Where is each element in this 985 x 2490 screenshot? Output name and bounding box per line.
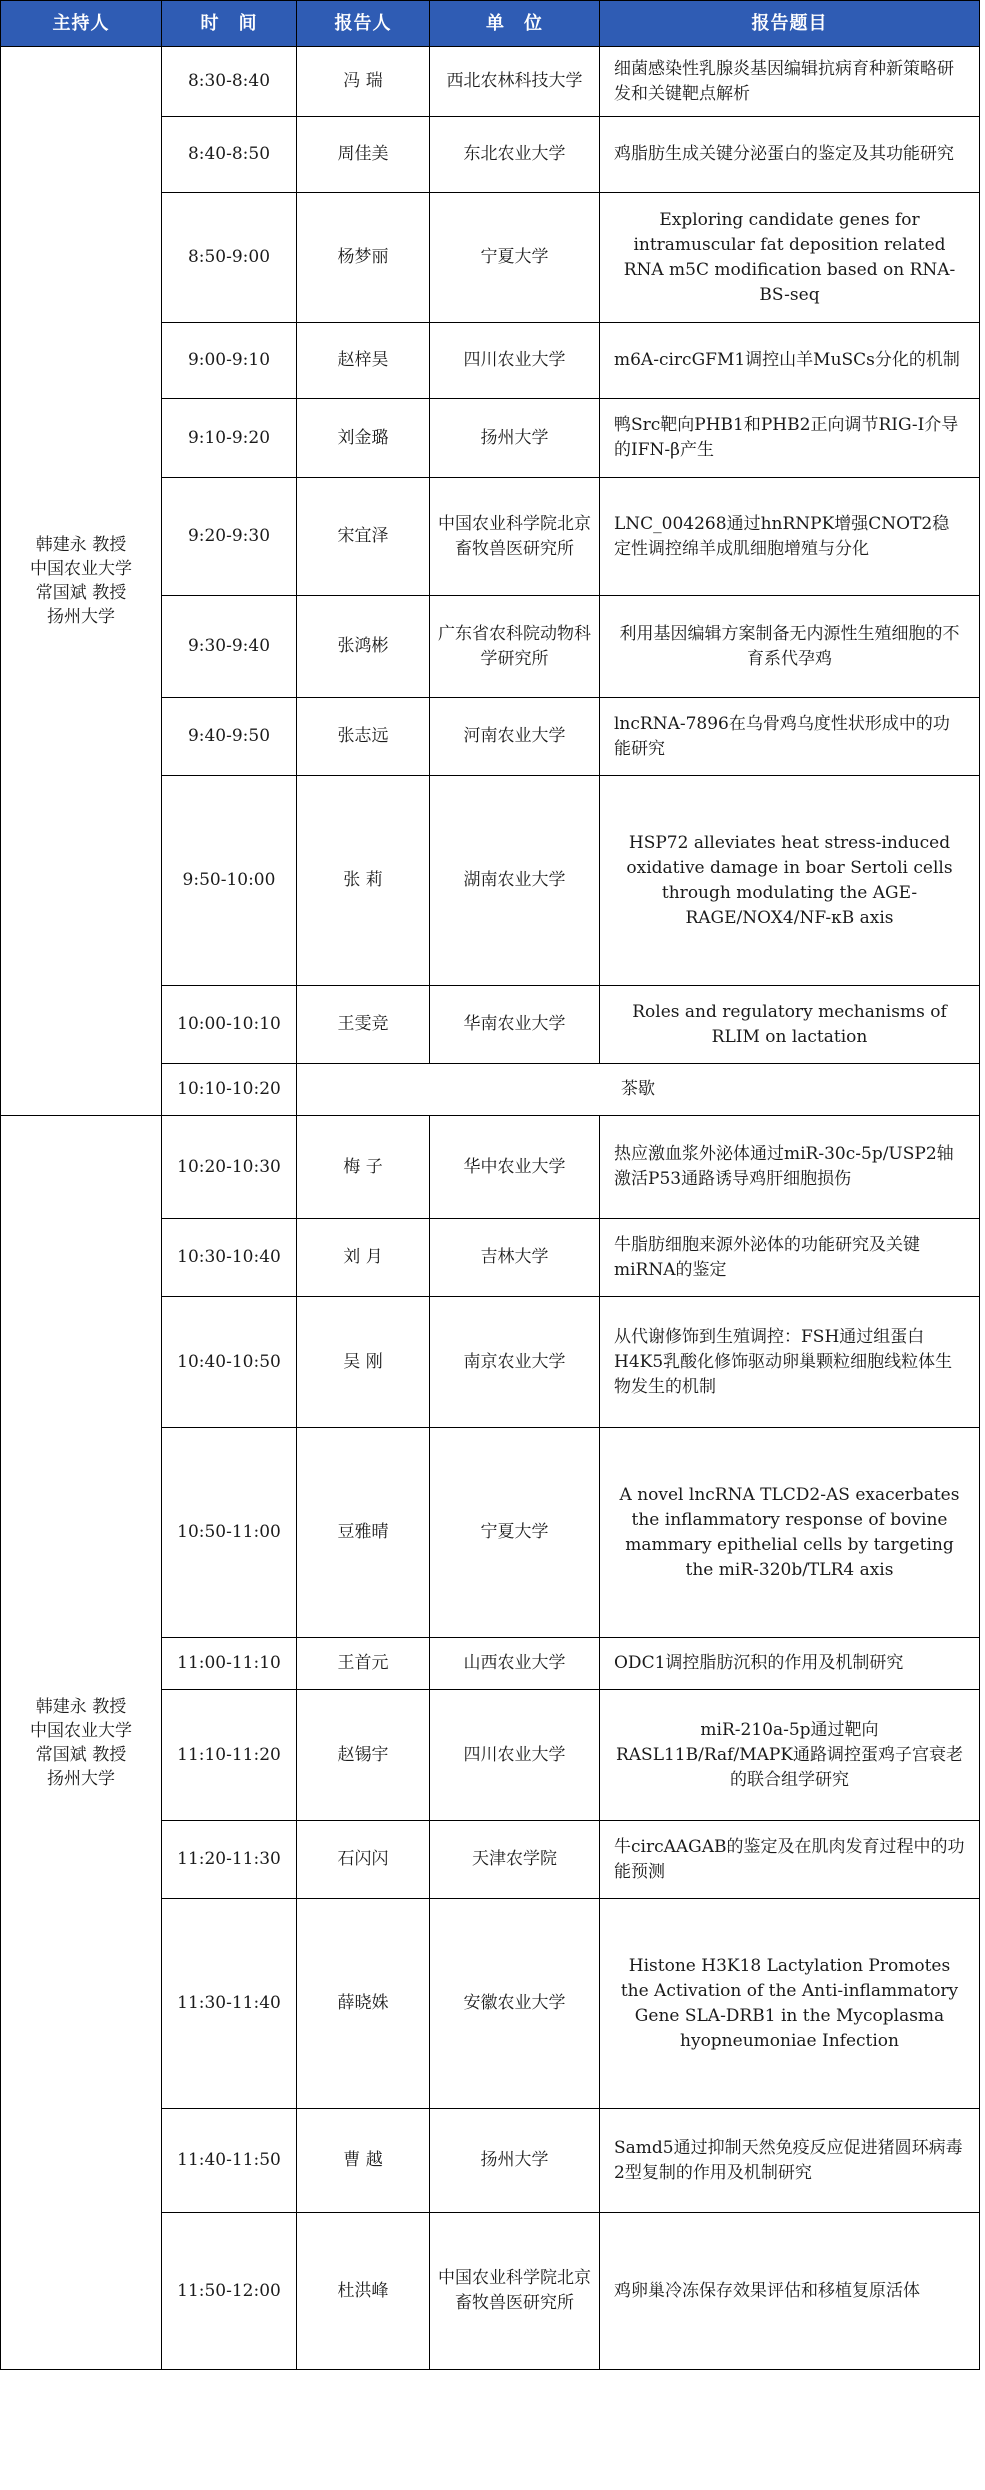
time-cell: 8:30-8:40 [162, 47, 297, 117]
header-host: 主持人 [1, 1, 162, 47]
time-cell: 10:00-10:10 [162, 986, 297, 1064]
speaker-cell: 曹 越 [297, 2109, 430, 2213]
unit-cell: 广东省农科院动物科学研究所 [430, 596, 600, 698]
topic-cell: ODC1调控脂肪沉积的作用及机制研究 [600, 1638, 980, 1690]
speaker-cell: 杜洪峰 [297, 2213, 430, 2370]
break-time: 10:10-10:20 [162, 1064, 297, 1116]
unit-cell: 宁夏大学 [430, 1428, 600, 1638]
header-time: 时 间 [162, 1, 297, 47]
time-cell: 10:30-10:40 [162, 1219, 297, 1297]
time-cell: 10:50-11:00 [162, 1428, 297, 1638]
topic-cell: 利用基因编辑方案制备无内源性生殖细胞的不育系代孕鸡 [600, 596, 980, 698]
header-speaker: 报告人 [297, 1, 430, 47]
host-name: 常国斌 教授 [35, 1744, 127, 1765]
table-row [1, 1116, 980, 1219]
speaker-cell: 杨梦丽 [297, 193, 430, 323]
time-cell: 11:50-12:00 [162, 2213, 297, 2370]
unit-cell: 四川农业大学 [430, 323, 600, 399]
speaker-cell: 王首元 [297, 1638, 430, 1690]
unit-cell: 中国农业科学院北京畜牧兽医研究所 [430, 2213, 600, 2370]
speaker-cell: 张鸿彬 [297, 596, 430, 698]
unit-cell: 扬州大学 [430, 2109, 600, 2213]
time-cell: 11:30-11:40 [162, 1899, 297, 2109]
topic-cell: m6A-circGFM1调控山羊MuSCs分化的机制 [600, 323, 980, 399]
time-cell: 8:40-8:50 [162, 117, 297, 193]
topic-cell: Roles and regulatory mechanisms of RLIM on lactation [600, 986, 980, 1064]
speaker-cell: 周佳美 [297, 117, 430, 193]
host-affiliation: 扬州大学 [47, 1768, 115, 1789]
topic-cell: 热应激血浆外泌体通过miR-30c-5p/USP2轴激活P53通路诱导鸡肝细胞损伤 [600, 1116, 980, 1219]
unit-cell: 华中农业大学 [430, 1116, 600, 1219]
unit-cell: 中国农业科学院北京畜牧兽医研究所 [430, 478, 600, 596]
header-topic: 报告题目 [600, 1, 980, 47]
unit-cell: 湖南农业大学 [430, 776, 600, 986]
unit-cell: 吉林大学 [430, 1219, 600, 1297]
time-cell: 11:10-11:20 [162, 1690, 297, 1821]
topic-cell: lncRNA-7896在乌骨鸡乌度性状形成中的功能研究 [600, 698, 980, 776]
time-cell: 9:30-9:40 [162, 596, 297, 698]
topic-cell: 牛circAAGAB的鉴定及在肌肉发育过程中的功能预测 [600, 1821, 980, 1899]
unit-cell: 山西农业大学 [430, 1638, 600, 1690]
time-cell: 9:00-9:10 [162, 323, 297, 399]
speaker-cell: 宋宜泽 [297, 478, 430, 596]
topic-cell: LNC_004268通过hnRNPK增强CNOT2稳定性调控绵羊成肌细胞增殖与分化 [600, 478, 980, 596]
speaker-cell: 刘 月 [297, 1219, 430, 1297]
unit-cell: 四川农业大学 [430, 1690, 600, 1821]
topic-cell: 鸭Src靶向PHB1和PHB2正向调节RIG-I介导的IFN-β产生 [600, 399, 980, 478]
topic-cell: Histone H3K18 Lactylation Promotes the Activation of the Anti-inflammatory Gene SLA-DRB1 in the Mycoplasma hyopneumoniae Infection [600, 1899, 980, 2109]
time-cell: 9:40-9:50 [162, 698, 297, 776]
time-cell: 11:00-11:10 [162, 1638, 297, 1690]
host-cell-session-a [1, 47, 162, 1116]
time-cell: 11:40-11:50 [162, 2109, 297, 2213]
host-name: 韩建永 教授 [35, 535, 127, 555]
unit-cell: 扬州大学 [430, 399, 600, 478]
header-unit: 单 位 [430, 1, 600, 47]
speaker-cell: 张 莉 [297, 776, 430, 986]
host-cell-session-b [1, 1116, 162, 2370]
topic-cell: A novel lncRNA TLCD2-AS exacerbates the inflammatory response of bovine mammary epithelial cells by targeting the miR-320b/TLR4 axis [600, 1428, 980, 1638]
speaker-cell: 吴 刚 [297, 1297, 430, 1428]
host-affiliation: 中国农业大学 [30, 559, 132, 579]
unit-cell: 东北农业大学 [430, 117, 600, 193]
unit-cell: 宁夏大学 [430, 193, 600, 323]
unit-cell: 南京农业大学 [430, 1297, 600, 1428]
time-cell: 9:50-10:00 [162, 776, 297, 986]
topic-cell: 细菌感染性乳腺炎基因编辑抗病育种新策略研发和关键靶点解析 [600, 47, 980, 117]
unit-cell: 天津农学院 [430, 1821, 600, 1899]
time-cell: 10:20-10:30 [162, 1116, 297, 1219]
header-row [1, 1, 980, 47]
speaker-cell: 赵梓昊 [297, 323, 430, 399]
unit-cell: 安徽农业大学 [430, 1899, 600, 2109]
host-affiliation: 中国农业大学 [30, 1720, 132, 1741]
time-cell: 9:10-9:20 [162, 399, 297, 478]
host-name: 韩建永 教授 [35, 1696, 127, 1717]
topic-cell: Exploring candidate genes for intramuscular fat deposition related RNA m5C modification based on RNA-BS-seq [600, 193, 980, 323]
unit-cell: 西北农林科技大学 [430, 47, 600, 117]
unit-cell: 河南农业大学 [430, 698, 600, 776]
topic-cell: 鸡卵巢冷冻保存效果评估和移植复原活体 [600, 2213, 980, 2370]
time-cell: 10:40-10:50 [162, 1297, 297, 1428]
speaker-cell: 刘金璐 [297, 399, 430, 478]
speaker-cell: 薛晓姝 [297, 1899, 430, 2109]
unit-cell: 华南农业大学 [430, 986, 600, 1064]
speaker-cell: 张志远 [297, 698, 430, 776]
speaker-cell: 石闪闪 [297, 1821, 430, 1899]
topic-cell: miR-210a-5p通过靶向RASL11B/Raf/MAPK通路调控蛋鸡子宫衰老的联合组学研究 [600, 1690, 980, 1821]
topic-cell: 牛脂肪细胞来源外泌体的功能研究及关键miRNA的鉴定 [600, 1219, 980, 1297]
topic-cell: 从代谢修饰到生殖调控：FSH通过组蛋白H4K5乳酸化修饰驱动卵巢颗粒细胞线粒体生物发生的机制 [600, 1297, 980, 1428]
speaker-cell: 梅 子 [297, 1116, 430, 1219]
topic-cell: Samd5通过抑制天然免疫反应促进猪圆环病毒2型复制的作用及机制研究 [600, 2109, 980, 2213]
host-name: 常国斌 教授 [35, 583, 127, 603]
time-cell: 9:20-9:30 [162, 478, 297, 596]
host-affiliation: 扬州大学 [47, 607, 115, 627]
speaker-cell: 冯 瑞 [297, 47, 430, 117]
topic-cell: 鸡脂肪生成关键分泌蛋白的鉴定及其功能研究 [600, 117, 980, 193]
topic-cell: HSP72 alleviates heat stress-induced oxidative damage in boar Sertoli cells through modulating the AGE-RAGE/NOX4/NF-κB axis [600, 776, 980, 986]
time-cell: 11:20-11:30 [162, 1821, 297, 1899]
speaker-cell: 豆雅晴 [297, 1428, 430, 1638]
speaker-cell: 赵锡宇 [297, 1690, 430, 1821]
table-row [1, 47, 980, 117]
break-label: 茶歇 [297, 1064, 980, 1116]
time-cell: 8:50-9:00 [162, 193, 297, 323]
speaker-cell: 王雯竞 [297, 986, 430, 1064]
